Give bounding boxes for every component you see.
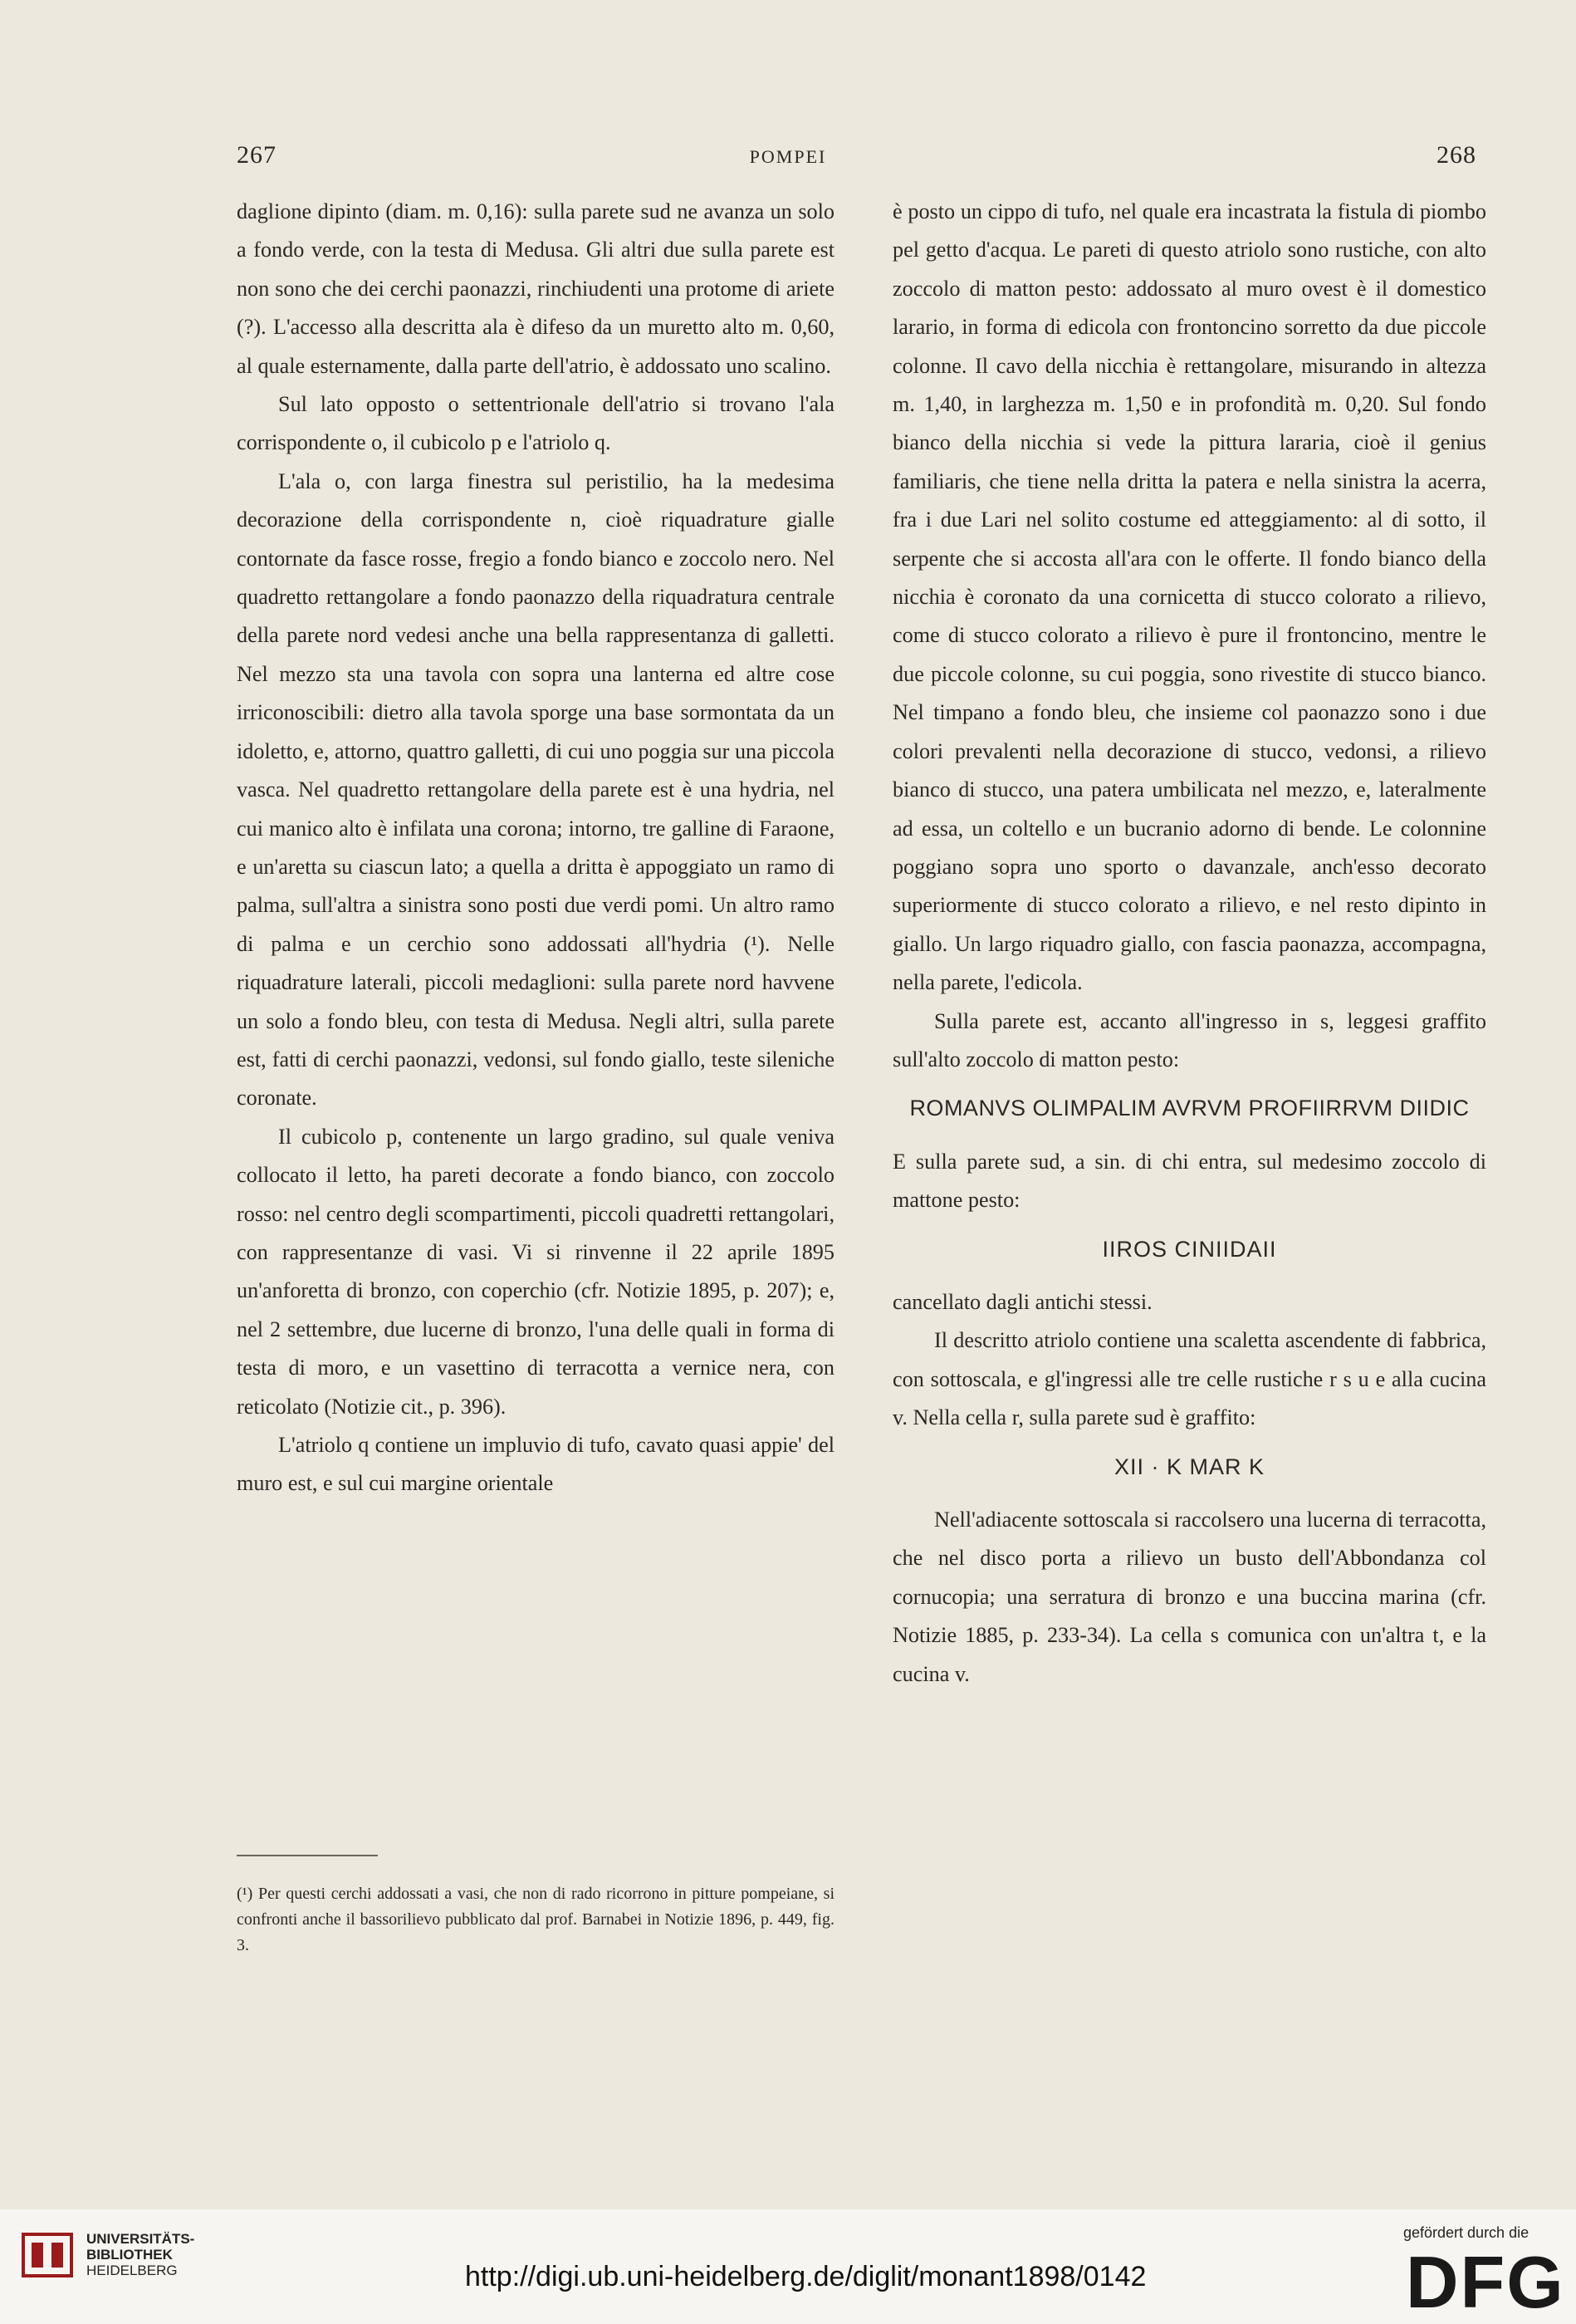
inscription: XII · K MAR K [1113,1454,1265,1479]
funding-note: gefördert durch die [1403,2224,1530,2241]
paragraph: Sul lato opposto o settentrionale dell'atrio si trovano l'ala corrispondente o, il cubicolo p e l'atriolo q. [237,392,834,455]
permalink-url[interactable]: http://digi.ub.uni-heidelberg.de/diglit/monant1898/0142 [465,2261,1147,2292]
page-number-right: 268 [1437,141,1476,169]
paragraph: Il cubicolo p, contenente un largo gradino, sul quale veniva collocato il letto, ha pareti decorate a fondo bianco, con zoccolo rosso: nel centro degli scompartimenti, piccoli quadretti rettangolari, con rappresentanze di vasi. Vi si rinvenne il 22 aprile 1895 un'anforetta di bronzo, con coperchio (cfr. Notizie 1895, p. 207); e, nel 2 settembre, due lucerne di bronzo, l'una delle quali in forma di testa di moro, e un vasettino di terracotta a vernice nera, con reticolato (Notizie cit., p. 396). [237,1124,834,1419]
paragraph: cancellato dagli antichi stessi. [893,1289,1153,1314]
paragraph: è posto un cippo di tufo, nel quale era incastrata la fistula di piombo pel getto d'acqua. Le pareti di questo atriolo sono rustiche, con alto zoccolo di matton pesto: addossato al muro ovest è il domestico larario, in forma di edicola con frontoncino sorretto da due piccole colonne. Il cavo della nicchia è rettangolare, misurando in altezza m. 1,40, in larghezza m. 1,50 e in profondità m. 0,20. Sul fondo bianco della nicchia si vede la pittura lararia, cioè il genius familiaris, che tiene nella dritta la patera e nella sinistra la acerra, fra i due Lari nel solito costume ed atteggiamento: al di sotto, il serpente che si accosta all'ara con le offerte. Il fondo bianco della nicchia è coronato da una cornicetta di stucco colorato a rilievo, come di stucco colorato a rilievo è pure il frontoncino, mentre le due piccole colonne, su cui poggia, sono rivestite di stucco bianco. Nel timpano a fondo bleu, che insieme col paonazzo sono i due colori prevalenti nella decorazione di stucco, vedonsi, a rilievo bianco di stucco, una patera umbilicata nel mezzo, e, lateralmente ad essa, un coltello e un bucranio adorno di bende. Le colonnine poggiano sopra uno sporto o davanzale, anch'esso decorato superiormente di stucco colorato a rilievo, e nel resto dipinto in giallo. Un largo riquadro giallo, con fascia paonazza, accompagna, nella parete, l'edicola. [893,199,1486,995]
dfg-logo: DFG [1406,2241,1565,2323]
paragraph: Nell'adiacente sottoscala si raccolsero una lucerna di terracotta, che nel disco porta a rilievo un busto dell'Abbondanza col cornucopia; una serratura di bronzo e una buccina marina (cfr. Notizie 1885, p. 233-34). La cella s comunica con un'altra t, e la cucina v. [893,1508,1486,1686]
paragraph: Il descritto atriolo contiene una scaletta ascendente di fabbrica, con sottoscala, e gl'ingressi alle tre celle rustiche r s u e alla cucina v. Nella cella r, sulla parete sud è graffito: [893,1328,1486,1430]
inscription: ROMANVS OLIMPALIM AVRVM PROFIIRRVM DIIDIC [909,1096,1470,1121]
paragraph: L'atriolo q contiene un impluvio di tufo, cavato quasi appie' del muro est, e sul cui margine orientale [237,1433,834,1496]
footnote-divider [237,1855,378,1856]
paragraph: E sulla parete sud, a sin. di chi entra, sul medesimo zoccolo di mattone pesto: [893,1149,1486,1213]
library-name: UNIVERSITÄTS- BIBLIOTHEK HEIDELBERG [86,2231,195,2278]
left-column [237,193,834,1503]
footnote: (¹) Per questi cerchi addossati a vasi, che non di rado ricorrono in pitture pompeiane, si confronti anche il bassorilievo pubblicato dal prof. Barnabei in Notizie 1896, p. 449, fig. 3. [237,1885,834,1954]
library-logo-icon [18,2226,76,2284]
paragraph: L'ala o, con larga finestra sul peristilio, ha la medesima decorazione della corrispondente n, cioè riquadrature gialle contornate da fasce rosse, fregio a fondo bianco e zoccolo nero. Nel quadretto rettangolare a fondo paonazzo della riquadratura centrale della parete nord vedesi anche una bella rappresentanza di galletti. Nel mezzo sta una tavola con sopra una lanterna ed altre cose irriconoscibili: dietro alla tavola sporge una base sormontata da un idoletto, e, attorno, quattro galletti, di cui uno poggia sur una piccola vasca. Nel quadretto rettangolare della parete est è una hydria, nel cui manico alto è infilata una corona; intorno, tre galline di Faraone, e un'aretta su ciascun lato; a quella a dritta è appoggiato un ramo di palma, sull'altra a sinistra sono posti due verdi pomi. Un altro ramo di palma e un cerchio sono addossati all'hydria (¹). Nelle riquadrature laterali, piccoli medaglioni: sulla parete nord havvene un solo a fondo bleu, con testa di Medusa. Negli altri, sulla parete est, fatti di cerchi paonazzi, vedonsi, sul fondo giallo, teste sileniche coronate. [237,468,834,1111]
paragraph: Sulla parete est, accanto all'ingresso in s, leggesi graffito sull'alto zoccolo di matton pesto: [893,1008,1486,1071]
page-number-left: 267 [237,141,277,169]
footer-bar [0,2209,1576,2324]
paragraph: daglione dipinto (diam. m. 0,16): sulla parete sud ne avanza un solo a fondo verde, con la testa di Medusa. Gli altri due sulla parete est non sono che dei cerchi paonazzi, rinchiudenti una protome di ariete (?). L'accesso alla descritta ala è difeso da un muretto alto m. 0,60, al quale esternamente, dalla parte dell'atrio, è addossato uno scalino. [237,199,834,378]
right-column [893,193,1486,1694]
running-title: POMPEI [749,146,827,167]
inscription: IIROS CINIIDAII [1102,1236,1277,1262]
